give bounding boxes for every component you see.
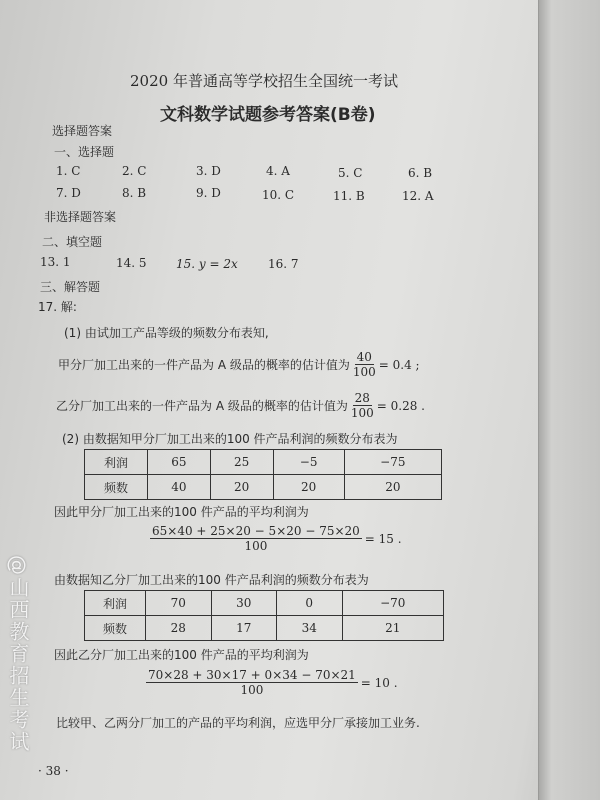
yi-avg-result: = 10 . — [360, 675, 398, 690]
table-cell: 28 — [146, 616, 212, 641]
table-row — [85, 475, 442, 500]
adjacent-page-edge — [538, 0, 600, 800]
yi-fraction — [351, 391, 374, 420]
solve-section: 三、解答题 — [40, 280, 101, 294]
answer: 16. 7 — [268, 257, 299, 271]
answer: 2. C — [122, 164, 147, 178]
answer: 1. C — [56, 164, 81, 178]
answer: 10. C — [262, 188, 295, 202]
part1-intro: (1) 由试加工产品等级的频数分布表知, — [64, 326, 269, 340]
exam-title: 2020 年普通高等学校招生全国统一考试 — [130, 72, 398, 90]
numerator: 28 — [354, 391, 370, 405]
answer: 6. B — [408, 166, 433, 180]
table-cell: −75 — [344, 450, 441, 475]
jia-avg-result: = 15 . — [364, 531, 402, 546]
answer: 4. A — [266, 164, 290, 178]
jia-avg-line — [150, 524, 402, 553]
table-cell: 0 — [277, 591, 343, 616]
yi-prob-text: 乙分厂加工出来的一件产品为 A 级品的概率的估计值为 — [56, 399, 348, 413]
numerator: 65×40 + 25×20 − 5×20 − 75×20 — [152, 524, 360, 538]
table-cell: 利润 — [85, 450, 148, 475]
answer: 3. D — [196, 164, 221, 178]
answer-key-title: 文科数学试题参考答案(B卷) — [160, 105, 376, 125]
fill-section: 二、填空题 — [42, 235, 103, 249]
table-row — [85, 591, 444, 616]
table-row — [85, 616, 444, 641]
table-cell: 频数 — [85, 475, 148, 500]
table-cell: −70 — [342, 591, 444, 616]
watermark: @山西教育招生考试 — [6, 555, 30, 753]
table-cell: 70 — [146, 591, 212, 616]
choice-section: 一、选择题 — [54, 145, 115, 159]
page-number: · 38 · — [38, 764, 69, 778]
table-cell: 频数 — [85, 616, 146, 641]
table-cell: 17 — [211, 616, 277, 641]
answer: 15. y = 2x — [176, 257, 238, 271]
denominator: 100 — [352, 365, 376, 379]
denominator: 100 — [240, 683, 264, 697]
answer: 12. A — [402, 189, 434, 203]
table-cell: 40 — [148, 475, 211, 500]
table-cell: 65 — [148, 450, 211, 475]
yi-avg-formula — [146, 668, 358, 697]
table-cell: 30 — [211, 591, 277, 616]
q17-label: 17. 解: — [38, 300, 77, 314]
jia-prob-line — [58, 350, 420, 379]
jia-avg-formula — [150, 524, 362, 553]
numerator: 40 — [356, 350, 372, 364]
table-cell: 20 — [344, 475, 441, 500]
table-cell: 25 — [210, 450, 273, 475]
answer: 14. 5 — [116, 256, 147, 270]
denominator: 100 — [244, 539, 268, 553]
yi-avg-text: 因此乙分厂加工出来的100 件产品的平均利润为 — [54, 648, 309, 662]
answer: 13. 1 — [40, 255, 71, 269]
yi-result: = 0.28 . — [376, 398, 425, 413]
numerator: 70×28 + 30×17 + 0×34 − 70×21 — [148, 668, 356, 682]
jia-prob-text: 甲分厂加工出来的一件产品为 A 级品的概率的估计值为 — [58, 358, 350, 372]
part2-intro: (2) 由数据知甲分厂加工出来的100 件产品利润的频数分布表为 — [62, 432, 398, 446]
table-cell: 利润 — [85, 591, 146, 616]
jia-result: = 0.4 ; — [378, 357, 420, 372]
yi-prob-line — [56, 391, 425, 420]
answer: 11. B — [333, 189, 365, 203]
table-cell: 20 — [273, 475, 344, 500]
table-row — [85, 450, 442, 475]
choice-heading: 选择题答案 — [52, 124, 113, 138]
jia-avg-text: 因此甲分厂加工出来的100 件产品的平均利润为 — [54, 505, 309, 519]
denominator: 100 — [350, 406, 374, 420]
answer: 8. B — [122, 186, 147, 200]
jia-fraction — [353, 350, 376, 379]
answer: 5. C — [338, 166, 363, 180]
answer: 9. D — [196, 186, 221, 200]
table-cell: 20 — [210, 475, 273, 500]
conclusion: 比较甲、乙两分厂加工的产品的平均利润，应选甲分厂承接加工业务. — [56, 716, 420, 730]
yi-profit-table — [84, 590, 444, 641]
jia-profit-table — [84, 449, 442, 500]
table-cell: −5 — [273, 450, 344, 475]
nonchoice-heading: 非选择题答案 — [44, 210, 117, 224]
yi-avg-line — [146, 668, 398, 697]
part3-intro: 由数据知乙分厂加工出来的100 件产品利润的频数分布表为 — [54, 573, 369, 587]
table-cell: 21 — [342, 616, 444, 641]
table-cell: 34 — [277, 616, 343, 641]
answer: 7. D — [56, 186, 81, 200]
